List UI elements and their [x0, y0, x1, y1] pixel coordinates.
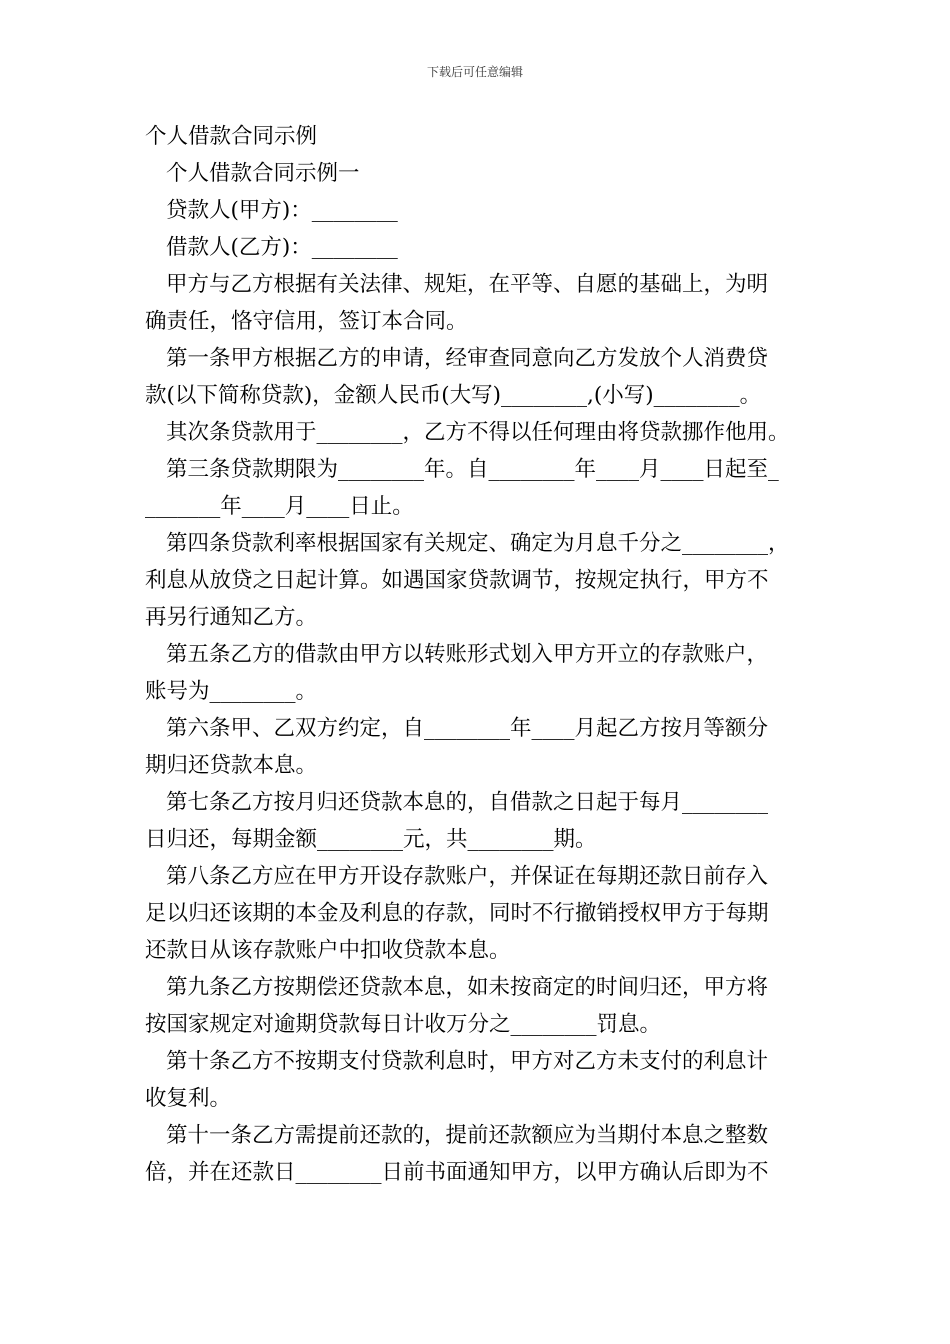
paragraph — [145, 1043, 810, 1117]
paragraph — [145, 414, 810, 451]
paragraph — [145, 340, 810, 414]
paragraph-line: 第七条乙方按月归还贷款本息的，自借款之日起于每月________ — [166, 790, 769, 815]
paragraph-line: 借款人(乙方)：________ — [166, 235, 398, 260]
paragraph-line: 账号为________。 — [145, 679, 318, 704]
paragraph-line: 甲方与乙方根据有关法律、规矩，在平等、自愿的基础上，为明 — [166, 272, 769, 297]
paragraph-line: 第十条乙方不按期支付贷款利息时，甲方对乙方未支付的利息计 — [166, 1049, 769, 1074]
paragraph-line: _______年____月____日止。 — [145, 494, 414, 519]
paragraph — [145, 155, 810, 192]
paragraph-line: 按国家规定对逾期贷款每日计收万分之________罚息。 — [145, 1012, 662, 1037]
paragraph-line: 收复利。 — [145, 1086, 232, 1111]
paragraph-line: 倍，并在还款日________日前书面通知甲方，以甲方确认后即为不 — [145, 1160, 769, 1185]
paragraph-line: 再另行通知乙方。 — [145, 605, 318, 630]
paragraph-line: 第一条甲方根据乙方的申请，经审查同意向乙方发放个人消费贷 — [166, 346, 769, 371]
paragraph-line: 第四条贷款利率根据国家有关规定、确定为月息千分之________， — [166, 531, 790, 556]
paragraph-line: 第八条乙方应在甲方开设存款账户，并保证在每期还款日前存入 — [166, 864, 769, 889]
paragraph-line: 日归还，每期金额________元，共________期。 — [145, 827, 597, 852]
paragraph-line: 第十一条乙方需提前还款的，提前还款额应为当期付本息之整数 — [166, 1123, 769, 1148]
paragraph — [145, 266, 810, 340]
paragraph-line: 款(以下简称贷款)，金额人民币(大写)________,(小写)________。 — [145, 383, 762, 408]
paragraph-line: 第六条甲、乙双方约定，自________年____月起乙方按月等额分 — [166, 716, 769, 741]
paragraph-line: 确责任，恪守信用，签订本合同。 — [145, 309, 468, 334]
paragraph — [145, 229, 810, 266]
paragraph — [145, 525, 810, 636]
paragraph — [145, 969, 810, 1043]
document-title: 个人借款合同示例 — [145, 124, 318, 149]
paragraph-line: 个人借款合同示例一 — [166, 161, 360, 186]
paragraph-line: 第五条乙方的借款由甲方以转账形式划入甲方开立的存款账户， — [166, 642, 769, 667]
paragraph-line: 期归还贷款本息。 — [145, 753, 318, 778]
paragraph — [145, 784, 810, 858]
paragraph-line: 贷款人(甲方)：________ — [166, 198, 398, 223]
paragraph-line: 足以归还该期的本金及利息的存款，同时不行撤销授权甲方于每期 — [145, 901, 769, 926]
paragraph-line: 第九条乙方按期偿还贷款本息，如未按商定的时间归还，甲方将 — [166, 975, 769, 1000]
paragraph — [145, 858, 810, 969]
document-body — [145, 118, 810, 1191]
paragraph — [145, 451, 810, 525]
paragraph-line: 第三条贷款期限为________年。自________年____月____日起至_ — [166, 457, 779, 482]
paragraph-line: 还款日从该存款账户中扣收贷款本息。 — [145, 938, 511, 963]
paragraph — [145, 710, 810, 784]
paragraph — [145, 1117, 810, 1191]
paragraph-line: 利息从放贷之日起计算。如遇国家贷款调节，按规定执行，甲方不 — [145, 568, 769, 593]
paragraph — [145, 636, 810, 710]
paragraph — [145, 192, 810, 229]
paragraph-list — [145, 155, 810, 1191]
paragraph-line: 其次条贷款用于________，乙方不得以任何理由将贷款挪作他用。 — [166, 420, 790, 445]
page-header-note: 下载后可任意编辑 — [426, 65, 523, 79]
